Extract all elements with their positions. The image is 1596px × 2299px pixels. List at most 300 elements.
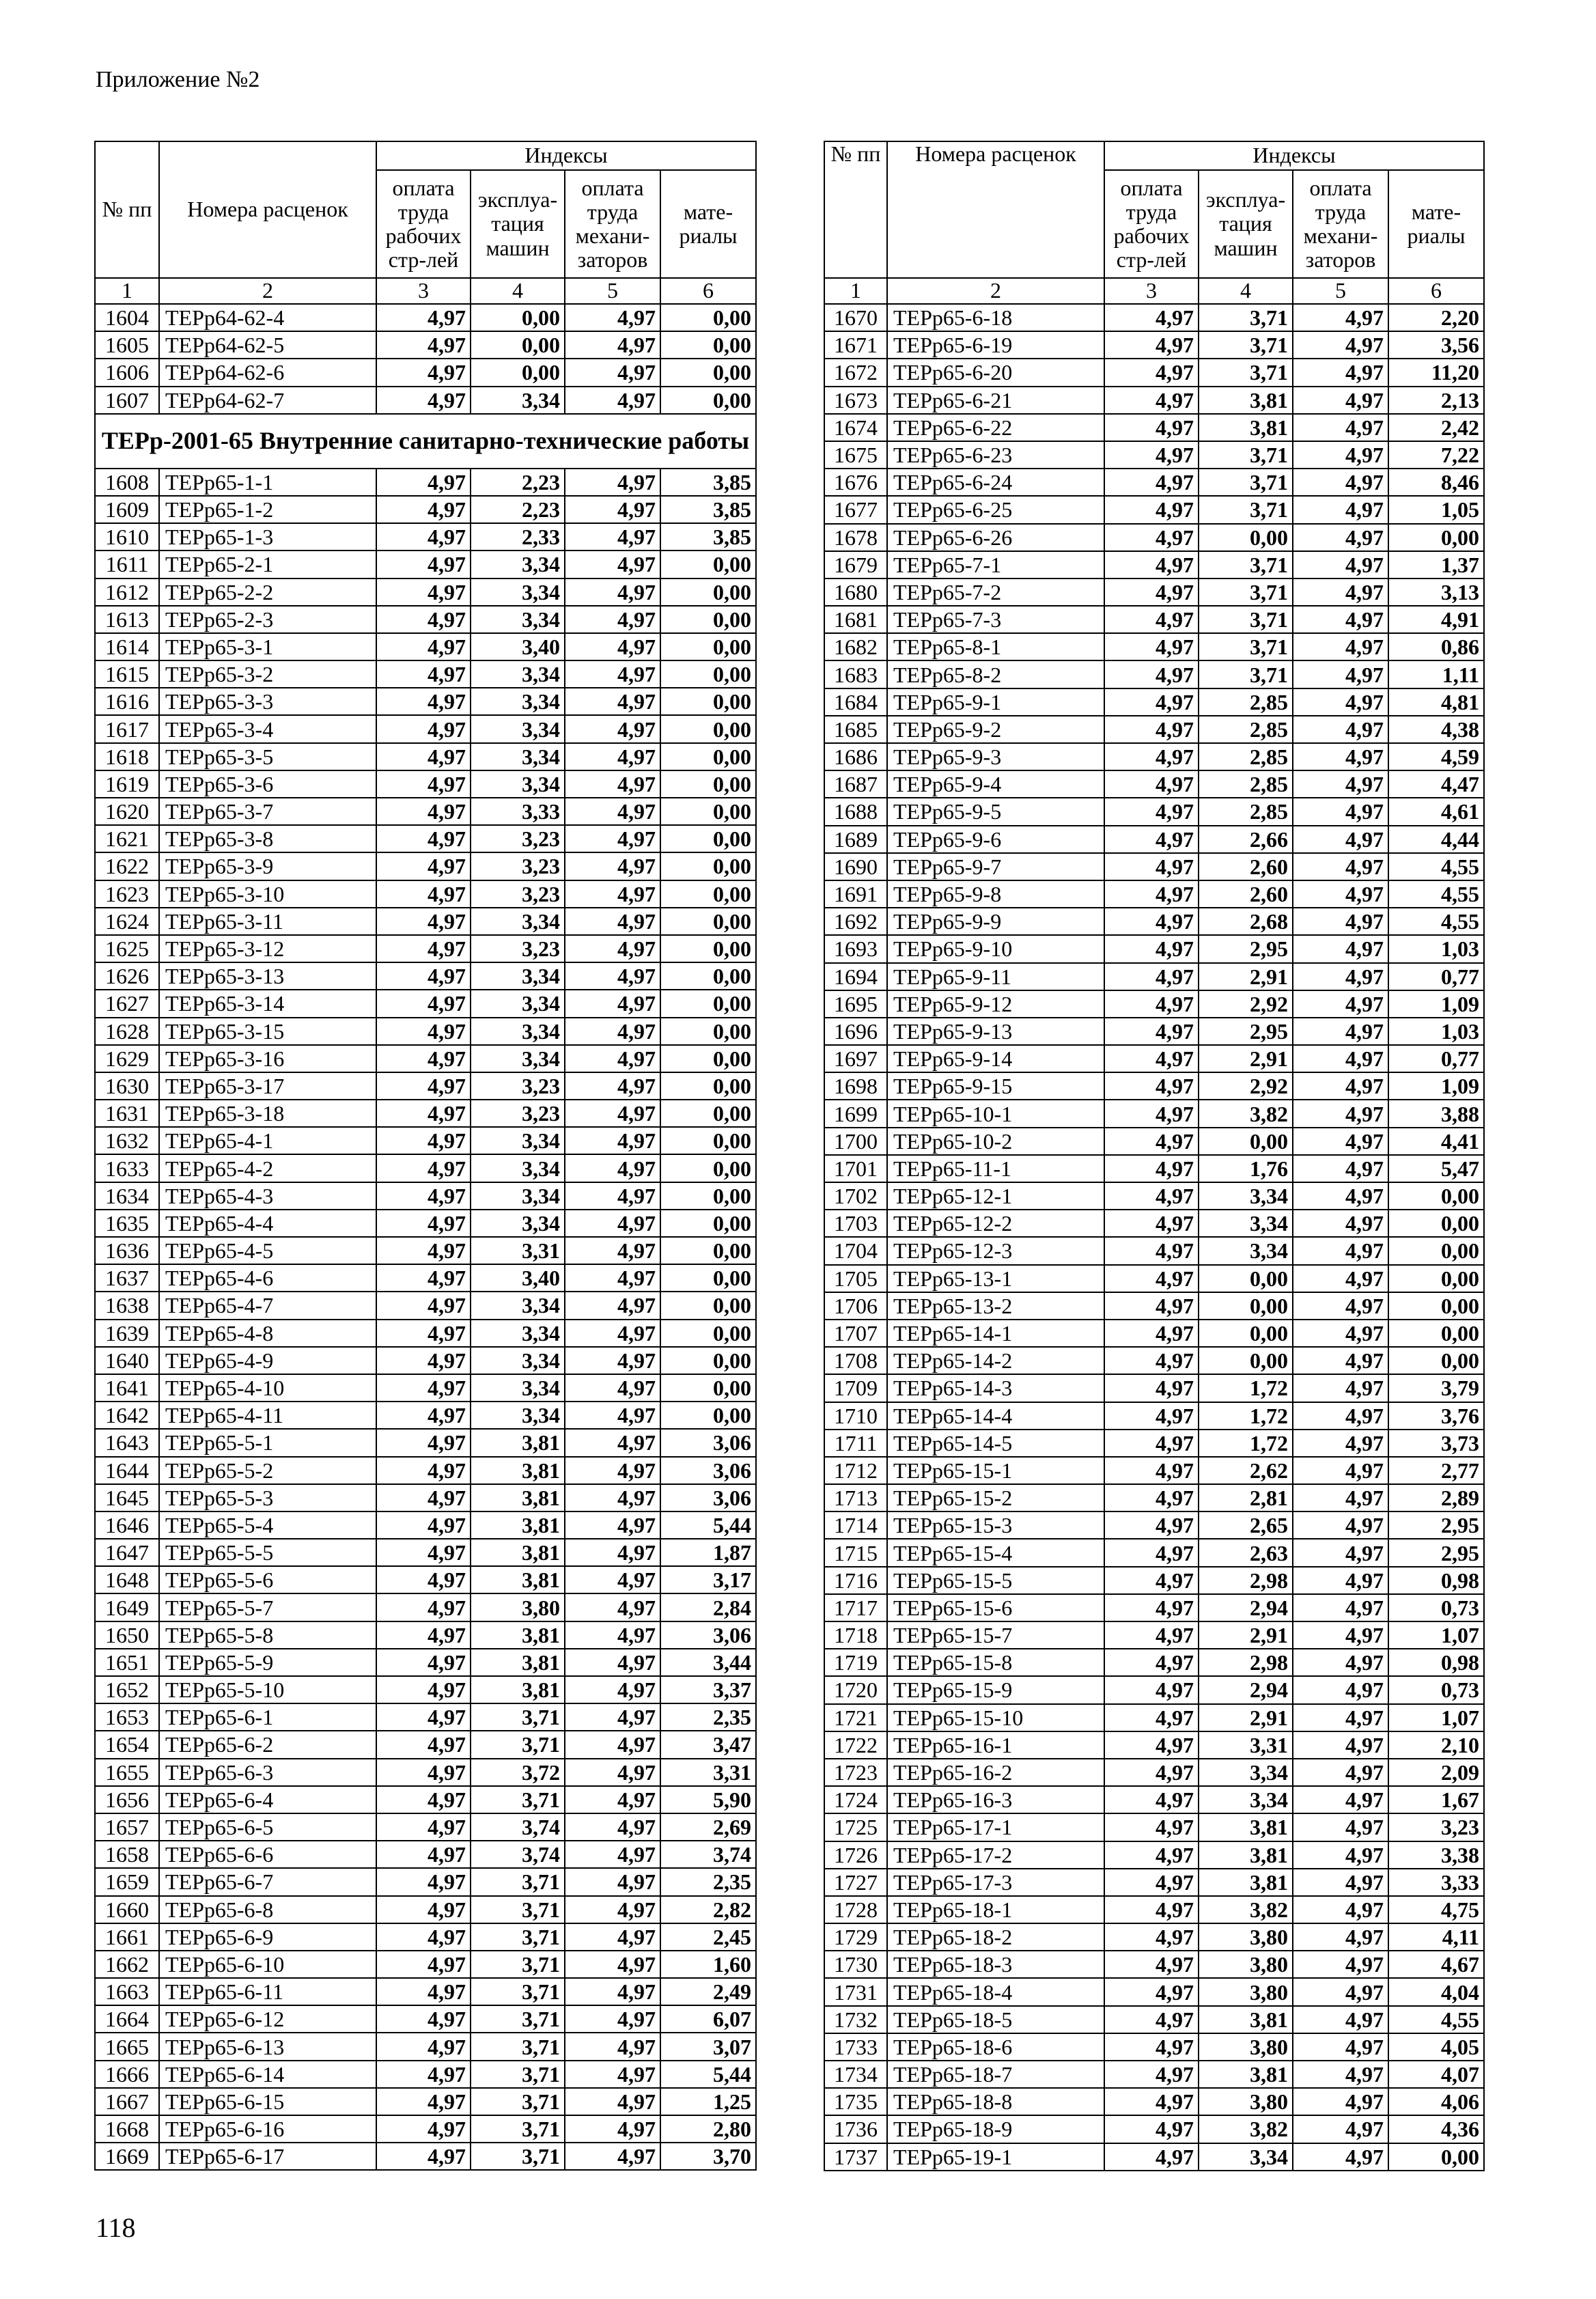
operators-index: 4,97 <box>1293 414 1388 441</box>
rate-code: ТЕРр65-9-3 <box>887 743 1104 770</box>
machines-index: 2,91 <box>1199 1045 1293 1072</box>
labor-index: 4,97 <box>1104 1813 1199 1841</box>
materials-index: 0,00 <box>1388 1182 1484 1210</box>
row-number: 1615 <box>95 660 159 688</box>
materials-index: 3,23 <box>1388 1813 1484 1841</box>
rate-code: ТЕРр65-6-17 <box>159 2143 376 2170</box>
rate-code: ТЕРр65-6-1 <box>159 1703 376 1731</box>
table-row <box>824 1978 1484 2005</box>
machines-index: 1,72 <box>1199 1374 1293 1402</box>
materials-index: 1,03 <box>1388 935 1484 962</box>
labor-index: 4,97 <box>1104 963 1199 990</box>
row-number: 1737 <box>824 2143 887 2171</box>
materials-index: 4,36 <box>1388 2115 1484 2143</box>
row-number: 1655 <box>95 1759 159 1786</box>
machines-index: 3,34 <box>471 660 565 688</box>
table-row <box>824 1567 1484 1594</box>
row-number: 1670 <box>824 304 887 331</box>
table-row <box>95 660 756 688</box>
machines-index: 3,81 <box>471 1539 565 1566</box>
operators-index: 4,97 <box>1293 935 1388 962</box>
labor-index: 4,97 <box>1104 441 1199 469</box>
table-row <box>824 1511 1484 1539</box>
materials-index: 0,77 <box>1388 1045 1484 1072</box>
table-row <box>95 770 756 798</box>
machines-index: 3,34 <box>471 743 565 770</box>
row-number: 1651 <box>95 1649 159 1676</box>
machines-index: 3,34 <box>1199 1759 1293 1786</box>
table-row <box>824 304 1484 331</box>
operators-index: 4,97 <box>1293 2115 1388 2143</box>
table-row <box>824 1457 1484 1484</box>
table-row <box>824 359 1484 386</box>
row-number: 1662 <box>95 1951 159 1978</box>
materials-index: 1,25 <box>660 2088 756 2115</box>
machines-index: 3,23 <box>471 880 565 908</box>
operators-index: 4,97 <box>565 1292 660 1319</box>
operators-index: 4,97 <box>1293 1320 1388 1347</box>
col-number: 4 <box>1199 278 1293 304</box>
materials-index: 3,13 <box>1388 579 1484 606</box>
rate-code: ТЕРр65-3-1 <box>159 633 376 660</box>
row-number: 1653 <box>95 1703 159 1731</box>
operators-index: 4,97 <box>565 1703 660 1731</box>
row-number: 1681 <box>824 606 887 633</box>
labor-index: 4,97 <box>376 1210 471 1237</box>
row-number: 1676 <box>824 469 887 496</box>
col-number: 2 <box>159 278 376 304</box>
labor-index: 4,97 <box>1104 359 1199 386</box>
operators-index: 4,97 <box>565 1210 660 1237</box>
operators-index: 4,97 <box>1293 524 1388 551</box>
table-row <box>95 1786 756 1813</box>
labor-index: 4,97 <box>1104 1951 1199 1978</box>
table-row <box>95 962 756 990</box>
machines-index: 3,71 <box>1199 469 1293 496</box>
labor-index: 4,97 <box>1104 1347 1199 1374</box>
labor-index: 4,97 <box>1104 1072 1199 1100</box>
table-row <box>95 523 756 551</box>
header-code: Номера расценок <box>159 141 376 278</box>
labor-index: 4,97 <box>1104 908 1199 935</box>
row-number: 1669 <box>95 2143 159 2170</box>
rate-code: ТЕРр65-16-3 <box>887 1786 1104 1813</box>
labor-index: 4,97 <box>1104 716 1199 743</box>
machines-index: 2,94 <box>1199 1676 1293 1703</box>
machines-index: 2,91 <box>1199 1621 1293 1649</box>
operators-index: 4,97 <box>1293 1018 1388 1045</box>
rate-code: ТЕРр65-7-2 <box>887 579 1104 606</box>
labor-index: 4,97 <box>376 1566 471 1593</box>
labor-index: 4,97 <box>376 880 471 908</box>
operators-index: 4,97 <box>1293 1649 1388 1676</box>
operators-index: 4,97 <box>565 1813 660 1841</box>
rate-code: ТЕРр65-1-3 <box>159 523 376 551</box>
row-number: 1652 <box>95 1676 159 1703</box>
row-number: 1643 <box>95 1429 159 1456</box>
materials-index: 0,00 <box>660 1182 756 1210</box>
materials-index: 7,22 <box>1388 441 1484 469</box>
materials-index: 0,00 <box>660 852 756 880</box>
table-row <box>95 331 756 359</box>
operators-index: 4,97 <box>1293 1539 1388 1566</box>
labor-index: 4,97 <box>1104 1182 1199 1210</box>
labor-index: 4,97 <box>1104 688 1199 716</box>
table-row <box>95 1237 756 1264</box>
operators-index: 4,97 <box>1293 1621 1388 1649</box>
materials-index: 5,44 <box>660 1511 756 1539</box>
materials-index: 0,00 <box>660 304 756 331</box>
labor-index: 4,97 <box>376 1731 471 1758</box>
row-number: 1656 <box>95 1786 159 1813</box>
rates-table-left <box>94 141 757 2171</box>
row-number: 1707 <box>824 1320 887 1347</box>
row-number: 1604 <box>95 304 159 331</box>
table-row <box>95 798 756 825</box>
rate-code: ТЕРр65-1-2 <box>159 496 376 523</box>
materials-index: 1,87 <box>660 1539 756 1566</box>
rate-code: ТЕРр65-6-3 <box>159 1759 376 1786</box>
materials-index: 0,00 <box>1388 1210 1484 1237</box>
materials-index: 1,37 <box>1388 551 1484 579</box>
table-row <box>824 743 1484 770</box>
row-number: 1641 <box>95 1374 159 1402</box>
row-number: 1672 <box>824 359 887 386</box>
col-number: 3 <box>376 278 471 304</box>
operators-index: 4,97 <box>565 1374 660 1402</box>
row-number: 1713 <box>824 1484 887 1511</box>
row-number: 1607 <box>95 387 159 414</box>
materials-index: 3,70 <box>660 2143 756 2170</box>
operators-index: 4,97 <box>565 715 660 742</box>
operators-index: 4,97 <box>1293 1759 1388 1786</box>
machines-index: 2,95 <box>1199 935 1293 962</box>
labor-index: 4,97 <box>1104 1320 1199 1347</box>
operators-index: 4,97 <box>1293 304 1388 331</box>
table-row <box>95 743 756 770</box>
labor-index: 4,97 <box>376 1484 471 1511</box>
row-number: 1620 <box>95 798 159 825</box>
materials-index: 4,38 <box>1388 716 1484 743</box>
operators-index: 4,97 <box>1293 633 1388 660</box>
machines-index: 3,81 <box>1199 1869 1293 1896</box>
operators-index: 4,97 <box>1293 1869 1388 1896</box>
operators-index: 4,97 <box>1293 2061 1388 2088</box>
col-number: 5 <box>565 278 660 304</box>
table-row <box>95 1072 756 1100</box>
operators-index: 4,97 <box>1293 331 1388 359</box>
labor-index: 4,97 <box>376 2088 471 2115</box>
rate-code: ТЕРр65-6-13 <box>159 2033 376 2060</box>
table-row <box>95 1210 756 1237</box>
operators-index: 4,97 <box>565 1951 660 1978</box>
table-row <box>95 1100 756 1127</box>
operators-index: 4,97 <box>565 935 660 962</box>
operators-index: 4,97 <box>565 523 660 551</box>
table-row <box>824 1786 1484 1813</box>
labor-index: 4,97 <box>376 852 471 880</box>
rate-code: ТЕРр65-10-1 <box>887 1100 1104 1127</box>
machines-index: 3,81 <box>471 1649 565 1676</box>
table-row <box>95 1649 756 1676</box>
rate-code: ТЕРр65-10-2 <box>887 1128 1104 1155</box>
table-row <box>95 2005 756 2033</box>
materials-index: 4,59 <box>1388 743 1484 770</box>
machines-index: 3,80 <box>1199 1978 1293 2005</box>
operators-index: 4,97 <box>1293 853 1388 880</box>
rate-code: ТЕРр65-2-1 <box>159 551 376 578</box>
labor-index: 4,97 <box>1104 935 1199 962</box>
machines-index: 3,40 <box>471 633 565 660</box>
labor-index: 4,97 <box>376 1649 471 1676</box>
row-number: 1630 <box>95 1072 159 1100</box>
rate-code: ТЕРр65-9-15 <box>887 1072 1104 1100</box>
rate-code: ТЕРр65-18-5 <box>887 2006 1104 2033</box>
operators-index: 4,97 <box>565 304 660 331</box>
table-row <box>95 1566 756 1593</box>
rate-code: ТЕРр65-18-6 <box>887 2033 1104 2061</box>
row-number: 1710 <box>824 1402 887 1430</box>
row-number: 1727 <box>824 1869 887 1896</box>
rate-code: ТЕРр65-6-6 <box>159 1841 376 1868</box>
labor-index: 4,97 <box>376 1292 471 1319</box>
machines-index: 3,34 <box>471 551 565 578</box>
rate-code: ТЕРр65-6-19 <box>887 331 1104 359</box>
table-row <box>95 633 756 660</box>
labor-index: 4,97 <box>1104 1621 1199 1649</box>
labor-index: 4,97 <box>376 2061 471 2088</box>
materials-index: 4,04 <box>1388 1978 1484 2005</box>
header-code: Номера расценок <box>887 141 1104 278</box>
table-row <box>95 1759 756 1786</box>
labor-index: 4,97 <box>1104 1128 1199 1155</box>
labor-index: 4,97 <box>376 1621 471 1649</box>
table-row <box>95 359 756 386</box>
machines-index: 3,71 <box>471 2143 565 2170</box>
labor-index: 4,97 <box>1104 1759 1199 1786</box>
machines-index: 3,80 <box>471 1593 565 1621</box>
materials-index: 0,00 <box>660 551 756 578</box>
materials-index: 2,80 <box>660 2115 756 2143</box>
operators-index: 4,97 <box>1293 1430 1388 1457</box>
machines-index: 3,34 <box>1199 1182 1293 1210</box>
operators-index: 4,97 <box>1293 1978 1388 2005</box>
materials-index: 3,85 <box>660 469 756 496</box>
rate-code: ТЕРр65-3-11 <box>159 908 376 935</box>
labor-index: 4,97 <box>376 1100 471 1127</box>
materials-index: 0,00 <box>1388 1292 1484 1320</box>
materials-index: 0,00 <box>1388 1347 1484 1374</box>
row-number: 1640 <box>95 1347 159 1374</box>
table-row <box>824 1896 1484 1923</box>
operators-index: 4,97 <box>565 1923 660 1951</box>
row-number: 1701 <box>824 1155 887 1182</box>
materials-index: 3,44 <box>660 1649 756 1676</box>
materials-index: 0,00 <box>660 1072 756 1100</box>
row-number: 1720 <box>824 1676 887 1703</box>
table-row <box>95 1154 756 1182</box>
labor-index: 4,97 <box>376 551 471 578</box>
operators-index: 4,97 <box>565 551 660 578</box>
rate-code: ТЕРр65-3-13 <box>159 962 376 990</box>
labor-index: 4,97 <box>376 770 471 798</box>
operators-index: 4,97 <box>1293 1292 1388 1320</box>
rate-code: ТЕРр65-4-11 <box>159 1402 376 1429</box>
rate-code: ТЕРр65-15-7 <box>887 1621 1104 1649</box>
table-row <box>95 1264 756 1292</box>
rate-code: ТЕРр65-6-23 <box>887 441 1104 469</box>
materials-index: 3,07 <box>660 2033 756 2060</box>
row-number: 1712 <box>824 1457 887 1484</box>
row-number: 1613 <box>95 606 159 633</box>
table-row <box>95 1841 756 1868</box>
machines-index: 3,74 <box>471 1813 565 1841</box>
operators-index: 4,97 <box>1293 1128 1388 1155</box>
row-number: 1647 <box>95 1539 159 1566</box>
col-number: 3 <box>1104 278 1199 304</box>
labor-index: 4,97 <box>1104 1457 1199 1484</box>
labor-index: 4,97 <box>1104 1292 1199 1320</box>
row-number: 1610 <box>95 523 159 551</box>
rate-code: ТЕРр65-16-1 <box>887 1731 1104 1759</box>
machines-index: 3,34 <box>471 1320 565 1347</box>
labor-index: 4,97 <box>376 633 471 660</box>
operators-index: 4,97 <box>1293 743 1388 770</box>
table-row <box>95 1593 756 1621</box>
materials-index: 0,00 <box>1388 524 1484 551</box>
materials-index: 0,00 <box>660 387 756 414</box>
materials-index: 6,07 <box>660 2005 756 2033</box>
operators-index: 4,97 <box>1293 660 1388 688</box>
materials-index: 3,17 <box>660 1566 756 1593</box>
header-labor: оплата труда рабочих стр-лей <box>1104 170 1199 278</box>
row-number: 1667 <box>95 2088 159 2115</box>
labor-index: 4,97 <box>1104 770 1199 798</box>
rate-code: ТЕРр65-16-2 <box>887 1759 1104 1786</box>
operators-index: 4,97 <box>1293 2143 1388 2171</box>
rate-code: ТЕРр65-9-6 <box>887 826 1104 853</box>
row-number: 1678 <box>824 524 887 551</box>
table-row <box>824 688 1484 716</box>
rate-code: ТЕРр65-3-14 <box>159 990 376 1017</box>
operators-index: 4,97 <box>565 331 660 359</box>
rate-code: ТЕРр65-3-12 <box>159 935 376 962</box>
row-number: 1625 <box>95 935 159 962</box>
rate-code: ТЕРр65-3-7 <box>159 798 376 825</box>
table-row <box>95 1402 756 1429</box>
rate-code: ТЕРр65-5-10 <box>159 1676 376 1703</box>
row-number: 1691 <box>824 880 887 908</box>
row-number: 1680 <box>824 579 887 606</box>
table-row <box>824 826 1484 853</box>
operators-index: 4,97 <box>565 1593 660 1621</box>
materials-index: 3,37 <box>660 1676 756 1703</box>
labor-index: 4,97 <box>1104 1567 1199 1594</box>
row-number: 1719 <box>824 1649 887 1676</box>
rate-code: ТЕРр65-3-16 <box>159 1045 376 1072</box>
rate-code: ТЕРр65-5-2 <box>159 1457 376 1484</box>
labor-index: 4,97 <box>376 2143 471 2170</box>
rate-code: ТЕРр65-15-8 <box>887 1649 1104 1676</box>
materials-index: 3,31 <box>660 1759 756 1786</box>
machines-index: 1,72 <box>1199 1430 1293 1457</box>
table-row <box>95 1484 756 1511</box>
rate-code: ТЕРр65-15-4 <box>887 1539 1104 1566</box>
row-number: 1622 <box>95 852 159 880</box>
table-row <box>824 1484 1484 1511</box>
operators-index: 4,97 <box>565 2143 660 2170</box>
machines-index: 2,62 <box>1199 1457 1293 1484</box>
table-row <box>824 990 1484 1018</box>
table-row <box>95 1429 756 1456</box>
operators-index: 4,97 <box>1293 1511 1388 1539</box>
labor-index: 4,97 <box>376 1896 471 1923</box>
labor-index: 4,97 <box>1104 524 1199 551</box>
machines-index: 3,80 <box>1199 1923 1293 1951</box>
operators-index: 4,97 <box>565 2061 660 2088</box>
materials-index: 0,00 <box>660 1264 756 1292</box>
materials-index: 5,90 <box>660 1786 756 1813</box>
labor-index: 4,97 <box>1104 387 1199 414</box>
operators-index: 4,97 <box>1293 1704 1388 1731</box>
table-row <box>824 1731 1484 1759</box>
row-number: 1637 <box>95 1264 159 1292</box>
rate-code: ТЕРр65-14-5 <box>887 1430 1104 1457</box>
rate-code: ТЕРр65-5-7 <box>159 1593 376 1621</box>
machines-index: 3,71 <box>471 1923 565 1951</box>
materials-index: 1,67 <box>1388 1786 1484 1813</box>
row-number: 1671 <box>824 331 887 359</box>
machines-index: 3,34 <box>471 1210 565 1237</box>
row-number: 1700 <box>824 1128 887 1155</box>
row-number: 1696 <box>824 1018 887 1045</box>
machines-index: 3,34 <box>471 1182 565 1210</box>
labor-index: 4,97 <box>376 825 471 852</box>
machines-index: 2,85 <box>1199 716 1293 743</box>
materials-index: 4,75 <box>1388 1896 1484 1923</box>
labor-index: 4,97 <box>1104 826 1199 853</box>
table-row <box>95 1676 756 1703</box>
materials-index: 0,00 <box>660 606 756 633</box>
rate-code: ТЕРр65-12-2 <box>887 1210 1104 1237</box>
machines-index: 3,71 <box>1199 496 1293 523</box>
machines-index: 3,34 <box>471 962 565 990</box>
machines-index: 2,33 <box>471 523 565 551</box>
rate-code: ТЕРр65-9-10 <box>887 935 1104 962</box>
row-number: 1703 <box>824 1210 887 1237</box>
operators-index: 4,97 <box>565 688 660 715</box>
materials-index: 0,00 <box>660 825 756 852</box>
labor-index: 4,97 <box>376 688 471 715</box>
row-number: 1661 <box>95 1923 159 1951</box>
row-number: 1675 <box>824 441 887 469</box>
machines-index: 2,92 <box>1199 1072 1293 1100</box>
machines-index: 2,23 <box>471 469 565 496</box>
materials-index: 3,38 <box>1388 1841 1484 1869</box>
labor-index: 4,97 <box>376 1072 471 1100</box>
row-number: 1734 <box>824 2061 887 2088</box>
table-row <box>95 2115 756 2143</box>
row-number: 1729 <box>824 1923 887 1951</box>
rate-code: ТЕРр65-4-8 <box>159 1320 376 1347</box>
labor-index: 4,97 <box>1104 1923 1199 1951</box>
materials-index: 2,82 <box>660 1896 756 1923</box>
row-number: 1614 <box>95 633 159 660</box>
materials-index: 2,20 <box>1388 304 1484 331</box>
machines-index: 0,00 <box>1199 524 1293 551</box>
header-materials: мате-риалы <box>1388 170 1484 278</box>
materials-index: 3,76 <box>1388 1402 1484 1430</box>
